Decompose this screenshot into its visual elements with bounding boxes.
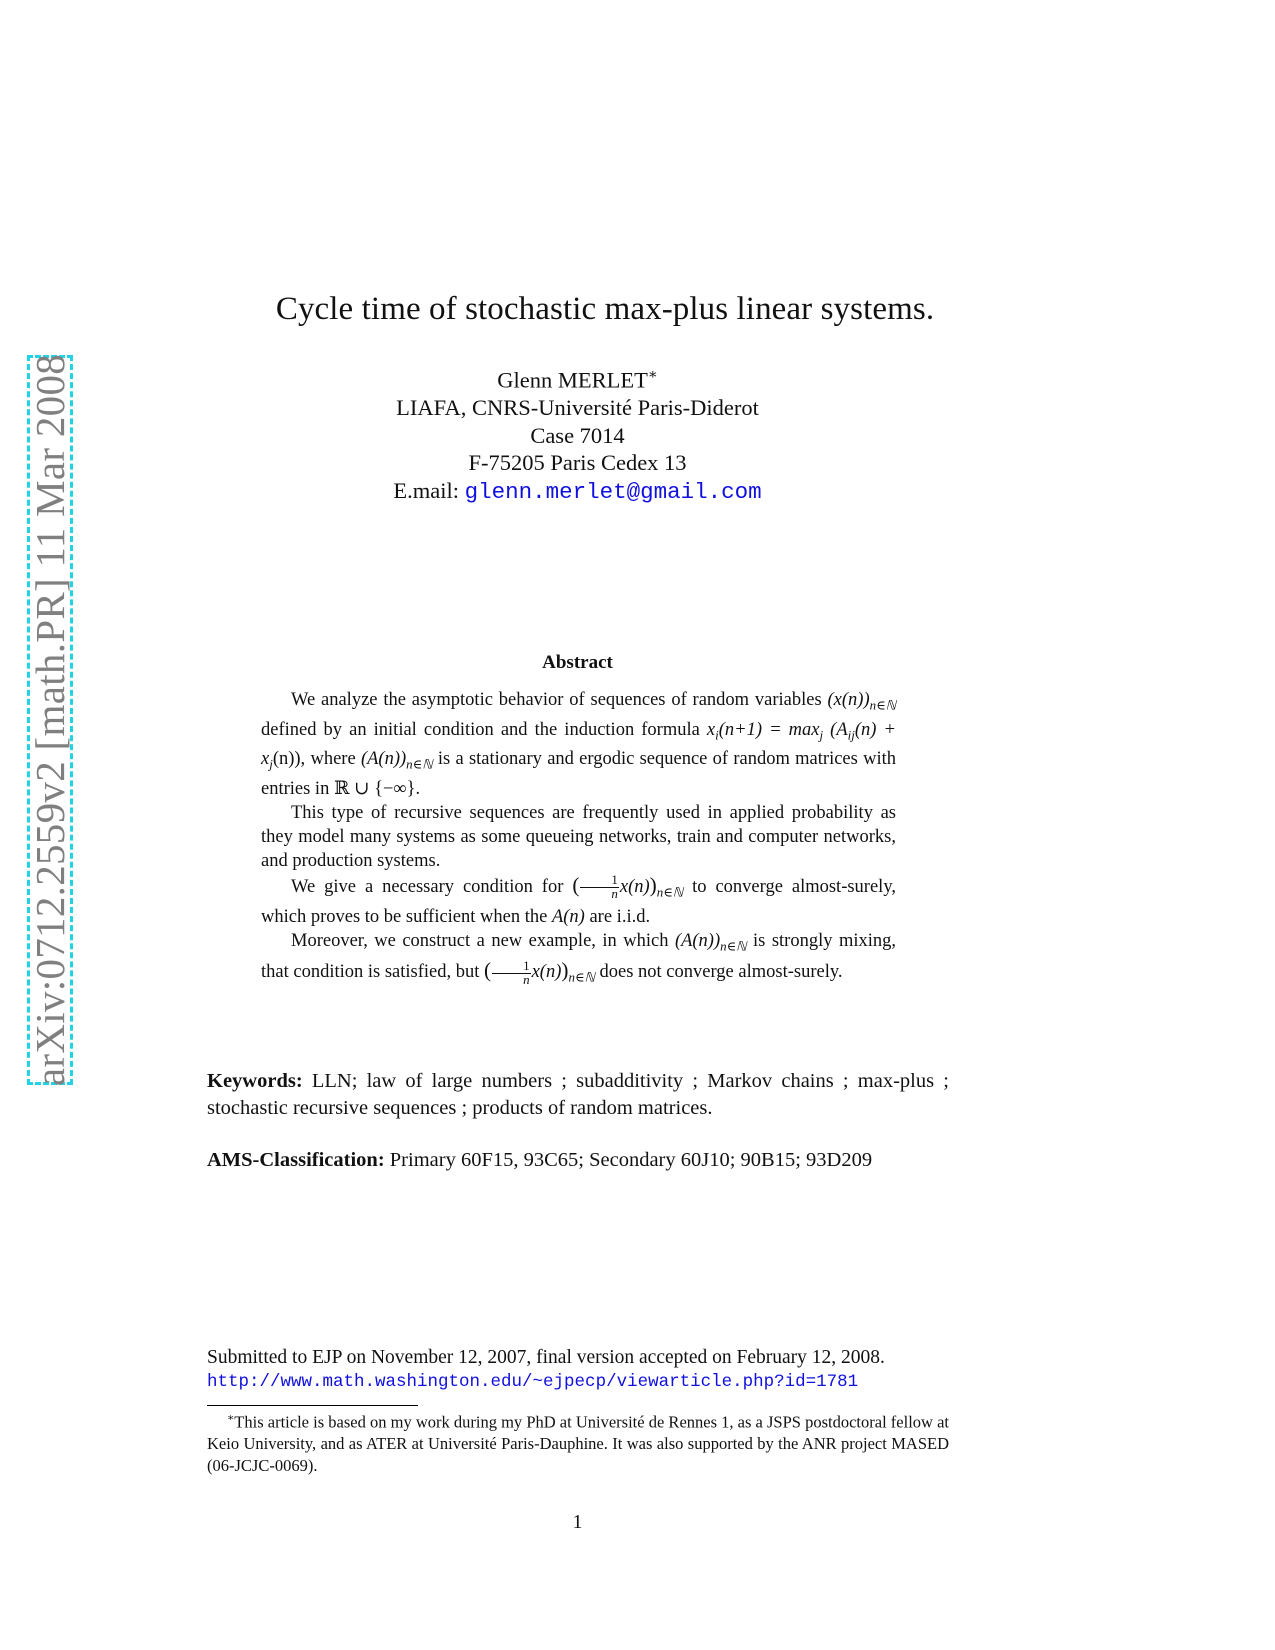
footnote [207,1408,949,1476]
paper-title: Cycle time of stochastic max-plus linear systems. [275,291,935,327]
footnote-rule [207,1405,418,1406]
abstract-text: Moreover, we construct a new example, in which [291,930,675,951]
abstract-text: defined by an initial condition and the induction formula [261,719,707,740]
author-email-line [0,477,1155,507]
fraction-denominator: n [523,971,530,987]
math-subscript: j [269,757,273,773]
math-subscript: ij [847,727,855,743]
fraction-numerator: 1 [580,874,618,888]
math-subscript: n∈ℕ [406,757,433,773]
submission-text: Submitted to EJP on November 12, 2007, final version accepted on February 12, 2008. [207,1347,885,1368]
abstract-paragraph-4: Moreover, we construct a new example, in which $(A(n))_{n\in ℕ}$ is strongly mixing, that condition is satisfied, but ( $\frac{1}{n}$ $x(n))_{n\in ℕ}$ does not converge almost-surely. [261,930,896,987]
math-expr: (A(n)) [360,749,407,770]
abstract-text: to converge almost-surely, which proves to be sufficient when the [261,877,896,927]
fraction-denominator: n [611,886,618,902]
abstract-paragraph-3: We give a necessary condition for ( $\frac{1}{n}$ $x(n))_{n\in ℕ}$ to converge almost-surely, which proves to be sufficient when the A(n) are i.i.d. [261,872,896,927]
footnote-mark: ∗ [227,1412,235,1424]
footnote-paragraph [207,1408,949,1476]
ams-text: Primary 60F15, 93C65; Secondary 60J10; 90B15; 93D209 [384,1149,873,1171]
author-address-line2: F-75205 Paris Cedex 13 [468,450,687,475]
fraction-numerator: 1 [492,960,530,974]
arxiv-stamp-text: arXiv:0712.2559v2 [math.PR] 11 Mar 2008 [27,353,73,1087]
math-subscript: n∈ℕ [720,938,747,954]
abstract-text: are i.i.d. [584,906,651,927]
author-block [0,362,1155,506]
abstract-text: does not converge almost-surely. [594,962,843,983]
email-label: E.mail: [393,477,459,503]
ams-classification [207,1149,967,1172]
author-affiliation: LIAFA, CNRS-Université Paris-Diderot [396,395,759,420]
author-name: Glenn MERLET [497,367,648,393]
abstract-text: is strongly mixing, that condition is satisfied, but [261,930,896,983]
math-subscript: j [819,727,824,743]
abstract-heading: Abstract [542,652,613,673]
math-expr: (n+1) = max [718,719,820,740]
author-name-line [0,362,1155,394]
math-subscript: n∈ℕ [656,884,684,900]
math-expr: (A [823,719,848,740]
fraction [580,874,618,901]
page-number: 1 [572,1511,583,1533]
math-expr: (n) + x [261,719,896,770]
author-footnote-mark[interactable]: ∗ [647,367,658,383]
fraction [492,957,530,987]
math-expr: (A(n)) [674,930,721,951]
abstract-text: (n)), where [272,749,361,770]
email-link[interactable]: glenn.merlet@gmail.com [464,478,762,505]
math-expr: x(n) [531,962,562,983]
footnote-text: This article is based on my work during my PhD at Université de Rennes 1, as a JSPS postdoctoral fellow at Keio University, and as ATER at Université Paris-Dauphine. It was also supported by the ANR project MASED (06-JCJC-0069). [207,1412,949,1475]
submission-info [207,1346,967,1394]
keywords-text: LLN; law of large numbers ; subadditivity ; Markov chains ; max-plus ; stochastic recursive sequences ; products of random matrices. [207,1070,949,1119]
abstract-paragraph-2: This type of recursive sequences are frequently used in applied probability as they model many systems as some queueing networks, train and computer networks, and production systems. [261,803,896,872]
abstract-text: is a stationary and ergodic sequence of random matrices with entries in ℝ ∪ {−∞}. [261,749,896,800]
math-expr: (x(n)) [827,690,870,710]
math-expr: A(n) [551,906,585,927]
abstract-paragraph-1 [261,688,896,801]
submission-url-link[interactable]: http://www.math.washington.edu/~ejpecp/viewarticle.php?id=1781 [207,1372,859,1392]
keywords [207,1068,949,1122]
abstract-body [261,688,896,990]
math-expr: x(n) [619,877,650,898]
ams-label: AMS-Classification: [207,1149,385,1171]
abstract-text: We analyze the asymptotic behavior of sequences of random variables [291,690,822,710]
math-expr: x [706,719,716,740]
math-subscript: i [715,727,719,743]
math-subscript: n∈ℕ [869,697,897,713]
abstract-text: We give a necessary condition for [291,877,573,898]
keywords-label: Keywords: [207,1070,303,1092]
math-subscript: n∈ℕ [568,970,595,986]
author-address-line1: Case 7014 [530,422,625,448]
